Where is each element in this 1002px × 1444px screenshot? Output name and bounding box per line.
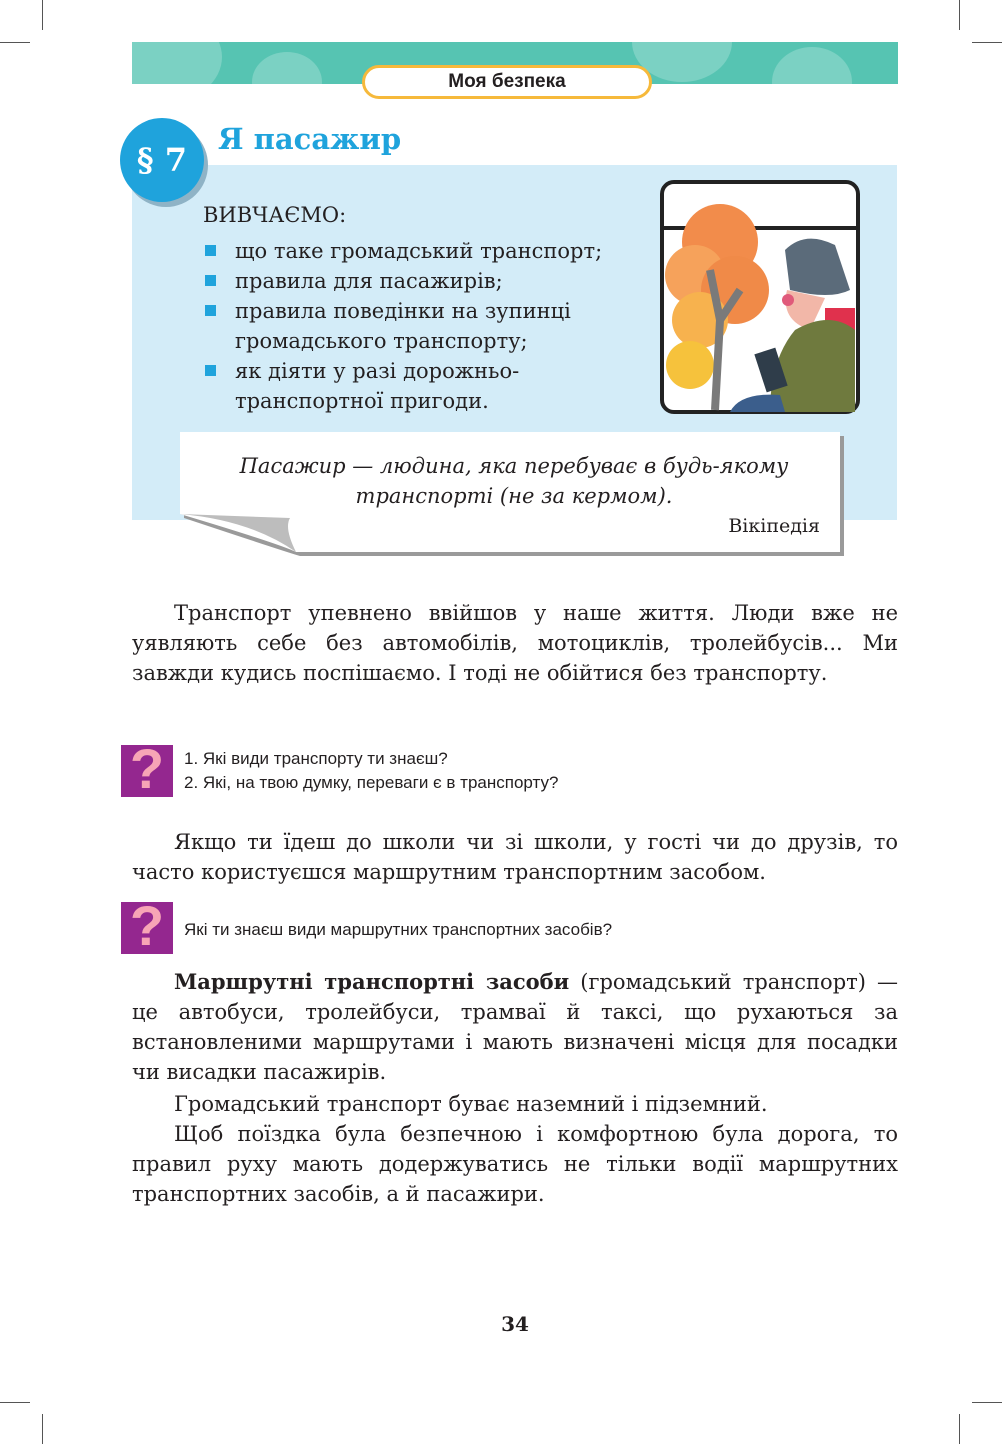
question-icon: ?: [121, 902, 173, 954]
study-list: [205, 236, 655, 416]
list-item: як діяти у разі дорожньо-транспортної пригоди.: [205, 356, 655, 416]
question-text: Які ти знаєш види маршрутних транспортних засобів?: [184, 920, 613, 939]
decorative-bubble: [772, 47, 852, 84]
crop-mark: [0, 1402, 30, 1403]
quote-text: Пасажир — людина, яка перебуває в будь-якому транспорті (не за кермом).: [239, 454, 789, 508]
body-paragraph: Транспорт упевнено ввійшов у наше життя. Люди вже не уявляють себе без автомобілів, мотоциклів, тролейбусів... Ми завжди кудись поспішаємо. І тоді не обійтися без транспорту.: [132, 601, 898, 685]
question-text: 2. Які, на твою думку, переваги є в транспорту?: [184, 773, 559, 792]
decorative-bubble: [252, 52, 322, 84]
list-item: правила поведінки на зупинці громадського транспорту;: [205, 296, 655, 356]
passenger-window-illustration: [660, 180, 860, 418]
square-bullet-icon: [205, 275, 216, 286]
lesson-title: Я пасажир: [218, 122, 402, 156]
body-paragraph: Якщо ти їдеш до школи чи зі школи, у гості чи до друзів, то часто користуєшся маршрутним транспортним засобом.: [132, 830, 898, 884]
square-bullet-icon: [205, 305, 216, 316]
paragraph-badge: § 7: [120, 118, 204, 202]
list-item: що таке громадський транспорт;: [205, 236, 655, 266]
body-paragraph: Громадський транспорт буває наземний і підземний.: [174, 1092, 768, 1116]
term: Маршрутні транспортні засоби: [174, 969, 570, 994]
crop-mark: [972, 42, 1002, 43]
crop-mark: [959, 0, 960, 30]
square-bullet-icon: [205, 365, 216, 376]
square-bullet-icon: [205, 245, 216, 256]
body-paragraph: Щоб поїздка була безпечною і комфортною була дорога, то правил руху мають додержуватись не тільки водії маршрутних транспортних засобів, а й пасажири.: [132, 1122, 898, 1206]
question-text: 1. Які види транспорту ти знаєш?: [184, 749, 448, 768]
study-heading: ВИВЧАЄМО:: [203, 203, 347, 227]
decorative-bubble: [132, 42, 222, 84]
crop-mark: [42, 1414, 43, 1444]
crop-mark: [972, 1402, 1002, 1403]
crop-mark: [42, 0, 43, 30]
section-label: Моя безпека: [362, 65, 652, 99]
definition-paragraph: Маршрутні транспортні засоби (громадський транспорт) — це автобуси, тролейбуси, трамваї й таксі, що рухаються за встановленими маршрутами і мають визначені місця для посадки чи висадки пасажирів.: [132, 969, 898, 1084]
crop-mark: [0, 42, 30, 43]
quote-source: Вікіпедія: [728, 515, 820, 537]
list-item: правила для пасажирів;: [205, 266, 655, 296]
crop-mark: [959, 1414, 960, 1444]
question-icon: ?: [121, 745, 173, 797]
page-number: 34: [501, 1312, 529, 1336]
